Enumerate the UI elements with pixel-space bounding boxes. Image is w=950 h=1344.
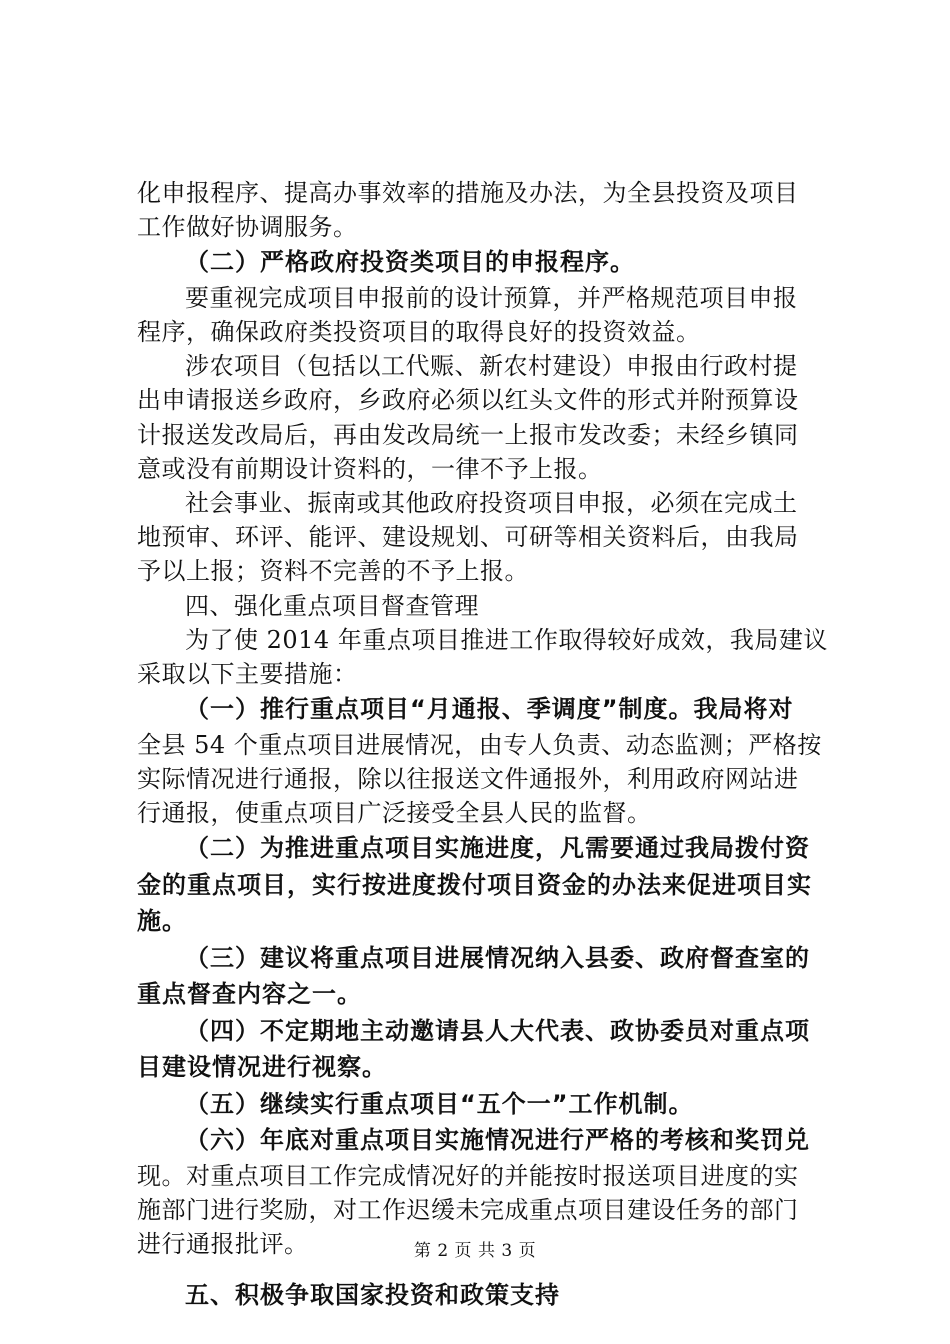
paragraph-line: 全县 54 个重点项目进展情况，由专人负责、动态监测；严格按 bbox=[137, 730, 822, 759]
heading-line: 五、积极争取国家投资和政策支持 bbox=[185, 1281, 560, 1310]
heading-line: （二）为推进重点项目实施进度，凡需要通过我局拨付资 bbox=[185, 834, 810, 863]
heading-line: （一）推行重点项目“月通报、季调度”制度。我局将对 bbox=[185, 695, 794, 724]
paragraph-line: 社会事业、振南或其他政府投资项目申报，必须在完成土 bbox=[185, 489, 798, 517]
paragraph-line: 程序，确保政府类投资项目的取得良好的投资效益。 bbox=[137, 318, 701, 347]
paragraph-line: 采取以下主要措施： bbox=[137, 659, 358, 688]
paragraph-line: 要重视完成项目申报前的设计预算，并严格规范项目申报 bbox=[185, 283, 798, 312]
heading-line: （五）继续实行重点项目“五个一”工作机制。 bbox=[185, 1089, 694, 1118]
heading-line: （三）建议将重点项目进展情况纳入县委、政府督查室的 bbox=[185, 943, 810, 972]
heading-line: 目建设情况进行视察。 bbox=[137, 1053, 387, 1082]
paragraph-line: 计报送发改局后，再由发改局统一上报市发改委；未经乡镇同 bbox=[137, 420, 799, 449]
heading-line: （六）年底对重点项目实施情况进行严格的考核和奖罚兑 bbox=[185, 1126, 810, 1155]
heading-line: （四）不定期地主动邀请县人大代表、政协委员对重点项 bbox=[185, 1016, 810, 1045]
paragraph-line: 涉农项目（包括以工代赈、新农村建设）申报由行政村提 bbox=[185, 352, 798, 381]
heading-line: 施。 bbox=[137, 907, 187, 936]
paragraph-line: 出申请报送乡政府，乡政府必须以红头文件的形式并附预算设 bbox=[137, 386, 799, 415]
paragraph-line: 四、强化重点项目督查管理 bbox=[185, 591, 479, 620]
paragraph-line: 现。对重点项目工作完成情况好的并能按时报送项目进度的实 bbox=[137, 1161, 799, 1190]
paragraph-line: 工作做好协调服务。 bbox=[137, 213, 358, 242]
paragraph-line: 施部门进行奖励，对工作迟缓未完成重点项目建设任务的部门 bbox=[137, 1195, 799, 1224]
paragraph-line: 进行通报批评。 bbox=[137, 1230, 309, 1259]
paragraph-line: 行通报，使重点项目广泛接受全县人民的监督。 bbox=[137, 799, 652, 827]
paragraph-line: 为了使 2014 年重点项目推进工作取得较好成效，我局建议 bbox=[185, 625, 828, 654]
heading-line: （二）严格政府投资类项目的申报程序。 bbox=[185, 248, 635, 277]
paragraph-line: 意或没有前期设计资料的，一律不予上报。 bbox=[137, 454, 603, 483]
heading-line: 金的重点项目，实行按进度拨付项目资金的办法来促进项目实 bbox=[137, 870, 812, 899]
paragraph-line: 地预审、环评、能评、建设规划、可研等相关资料后，由我局 bbox=[137, 523, 799, 552]
paragraph-line: 实际情况进行通报，除以往报送文件通报外，利用政府网站进 bbox=[137, 764, 799, 793]
page-footer: 第 2 页 共 3 页 bbox=[413, 1241, 537, 1261]
heading-line: 重点督查内容之一。 bbox=[137, 980, 362, 1009]
paragraph-line: 予以上报；资料不完善的不予上报。 bbox=[137, 557, 529, 586]
document-body bbox=[137, 176, 837, 1314]
paragraph-line: 化申报程序、提高办事效率的措施及办法，为全县投资及项目 bbox=[137, 179, 799, 207]
